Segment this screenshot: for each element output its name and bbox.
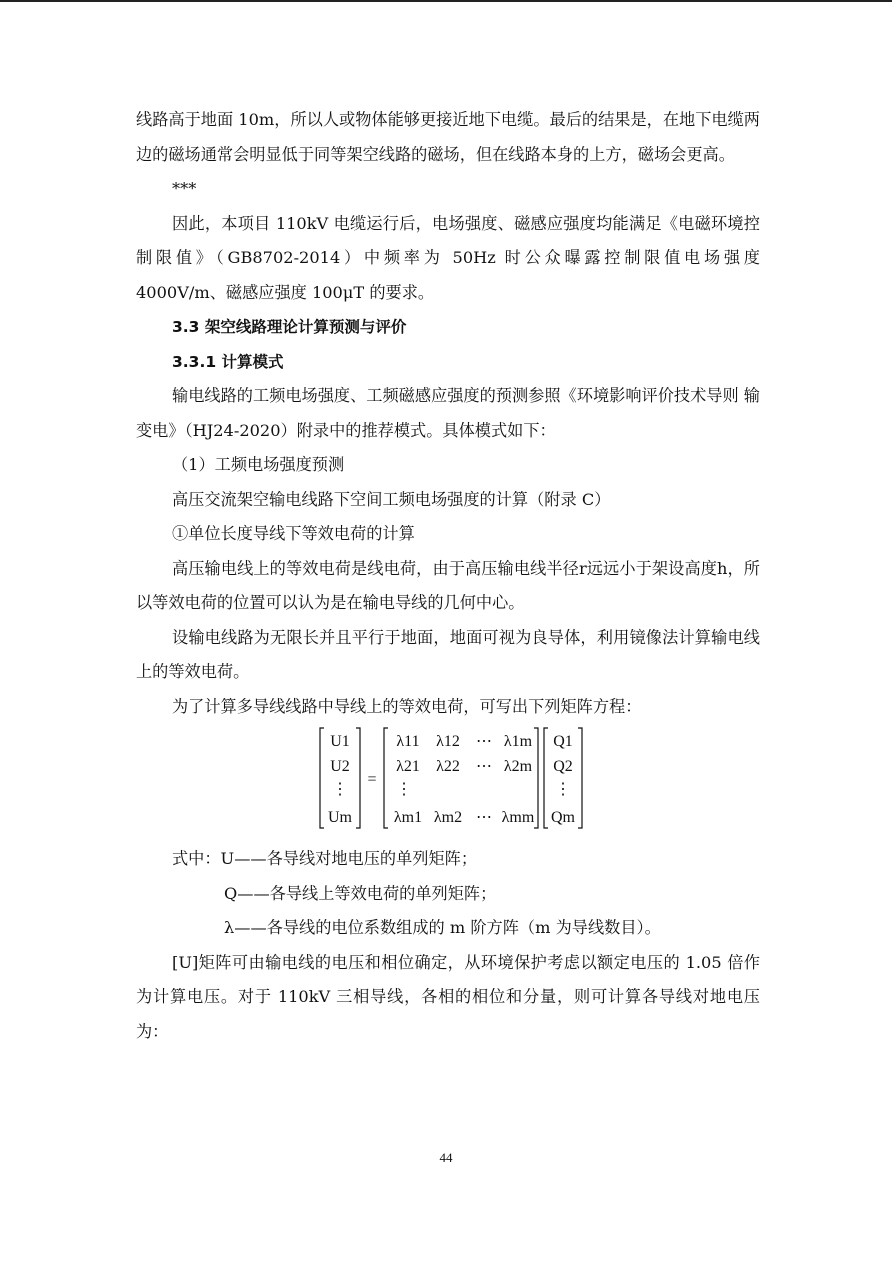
equals-sign: = <box>367 771 377 788</box>
matrix-equation-svg <box>316 724 586 834</box>
lambda-2-2: λ22 <box>436 758 460 775</box>
paragraph-mirror-method: 设输电线路为无限长并且平行于地面，地面可视为良导体，利用镜像法计算输电线上的等效电荷。 <box>136 627 760 681</box>
document-body <box>136 103 760 1049</box>
paragraph-cable-field: 线路高于地面 10m，所以人或物体能够更接近地下电缆。最后的结果是，在地下电缆两边的磁场通常会明显低于同等架空线路的磁场，但在线路本身的上方，磁场会更高。 <box>136 110 760 164</box>
definition-lambda: λ——各导线的电位系数组成的 m 阶方阵（m 为导线数目）。 <box>224 918 661 937</box>
lambda-m-1: λm1 <box>393 809 423 826</box>
separator-asterisks: *** <box>172 179 197 198</box>
lambda-m-m: λmm <box>501 809 535 826</box>
lambda-m-2: λm2 <box>433 809 463 826</box>
paragraph-step-1: ①单位长度导线下等效电荷的计算 <box>172 524 415 543</box>
section-heading-3-3: 3.3 架空线路理论计算预测与评价 <box>172 318 407 336</box>
q-entry-2: Q2 <box>553 758 573 775</box>
lambda-vdots: ⋮ <box>396 781 412 798</box>
lambda-bracket-right <box>534 728 538 828</box>
lambda-m-dots: ⋯ <box>476 809 492 826</box>
matrix-equation <box>136 724 760 842</box>
paragraph-line-charge: 高压输电线上的等效电荷是线电荷，由于高压输电线半径r远远小于架设高度h，所以等效电荷的位置可以认为是在输电导线的几何中心。 <box>136 558 760 612</box>
top-border-line <box>0 0 892 2</box>
paragraph-voltage-calc: [U]矩阵可由输电线的电压和相位确定，从环境保护考虑以额定电压的 1.05 倍作为计算电压。对于 110kV 三相导线，各相的相位和分量，则可计算各导线对地电压为： <box>136 952 760 1041</box>
u-entry-m: Um <box>328 809 352 826</box>
section-heading-3-3-1: 3.3.1 计算模式 <box>172 352 284 371</box>
definition-q: Q——各导线上等效电荷的单列矩阵； <box>224 883 497 903</box>
q-entry-1: Q1 <box>553 733 573 750</box>
lambda-1-2: λ12 <box>436 733 460 750</box>
lambda-1-m: λ1m <box>503 733 533 750</box>
page-number: 44 <box>439 1150 453 1165</box>
q-entry-3: ⋮ <box>555 781 571 798</box>
lambda-2-m: λ2m <box>503 758 533 775</box>
u-entry-1: U1 <box>330 733 350 750</box>
paragraph-appendix-c: 高压交流架空输电线路下空间工频电场强度的计算（附录 C） <box>172 489 611 509</box>
u-entry-2: U2 <box>330 758 350 775</box>
lambda-2-dots: ⋯ <box>476 758 492 775</box>
paragraph-prediction-reference: 输电线路的工频电场强度、工频磁感应强度的预测参照《环境影响评价技术导则 输变电》（HJ24-2020）附录中的推荐模式。具体模式如下： <box>136 386 760 440</box>
lambda-bracket-left <box>384 728 388 828</box>
lambda-1-1: λ11 <box>396 733 420 750</box>
q-entry-m: Qm <box>551 809 575 826</box>
q-bracket-right <box>578 728 582 828</box>
paragraph-item-1: （1）工频电场强度预测 <box>172 455 345 474</box>
lambda-1-dots: ⋯ <box>476 733 492 750</box>
symbol-definitions <box>136 842 760 946</box>
u-entry-3: ⋮ <box>332 781 348 798</box>
paragraph-matrix-intro: 为了计算多导线线路中导线上的等效电荷，可写出下列矩阵方程： <box>172 696 642 716</box>
q-bracket-left <box>544 728 548 828</box>
definition-u: 式中：U——各导线对地电压的单列矩阵； <box>172 849 478 868</box>
lambda-2-1: λ21 <box>396 758 420 775</box>
paragraph-conclusion: 因此，本项目 110kV 电缆运行后，电场强度、磁感应强度均能满足《电磁环境控制限值》（GB8702-2014）中频率为 50Hz 时公众曝露控制限值电场强度 4000V/m、磁感应强度 100μT 的要求。 <box>136 213 760 302</box>
u-bracket-left <box>320 728 324 828</box>
u-bracket-right <box>356 728 360 828</box>
